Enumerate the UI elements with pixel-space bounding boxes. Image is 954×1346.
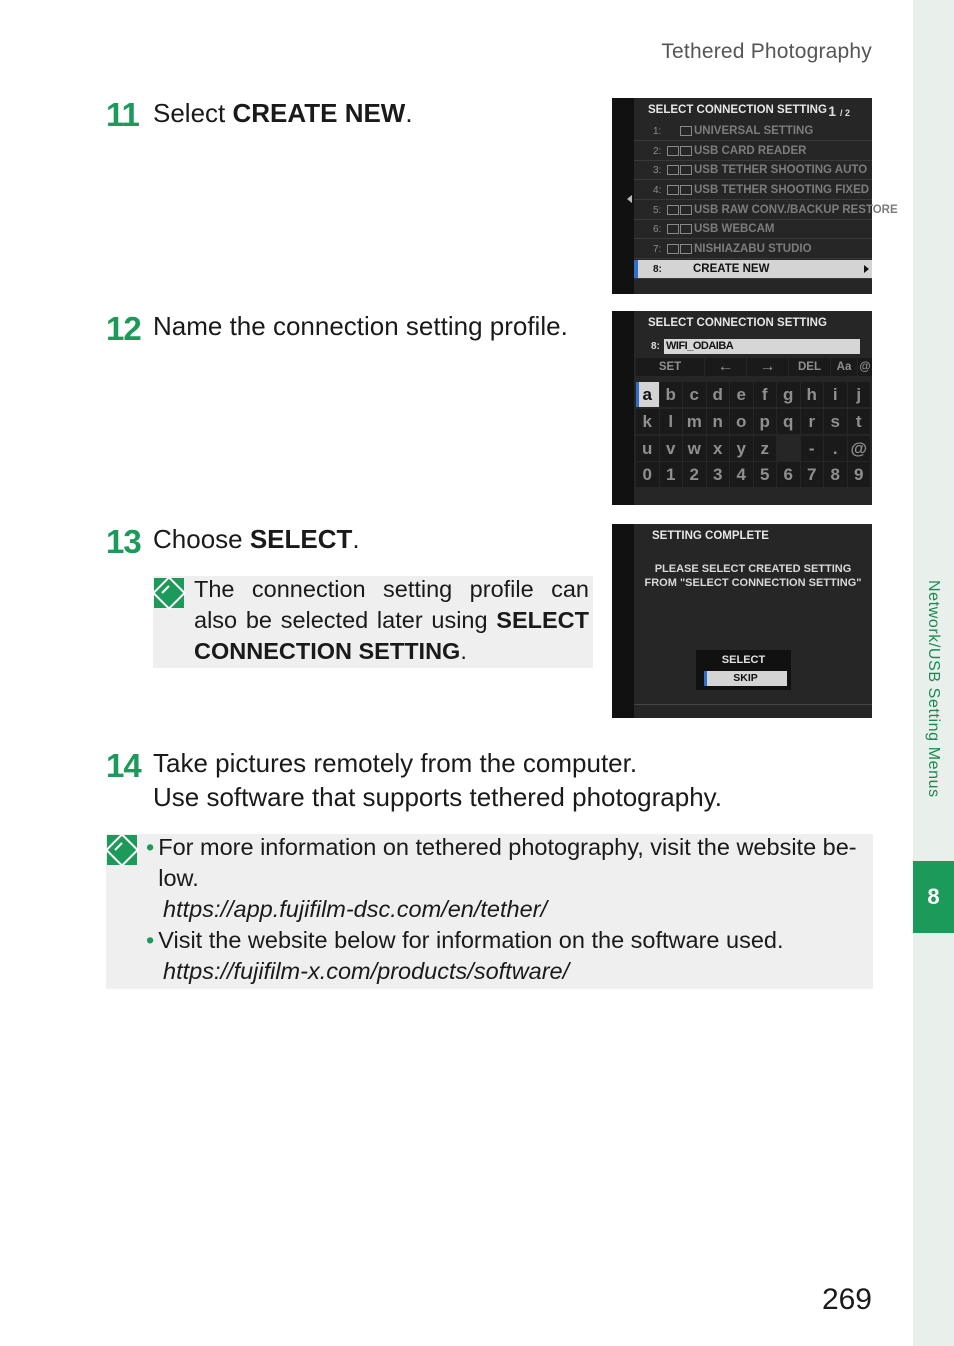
camera-screen-setting-complete bbox=[612, 524, 872, 718]
chapter-label: Network/USB Setting Menus bbox=[924, 580, 942, 798]
raw-icon bbox=[680, 205, 692, 215]
usb-icon bbox=[667, 146, 679, 156]
key-k[interactable]: k bbox=[636, 409, 659, 434]
key-5[interactable]: 5 bbox=[754, 462, 777, 487]
key-blank bbox=[777, 436, 800, 461]
webcam-icon bbox=[680, 224, 692, 234]
chapter-number-badge: 8 bbox=[913, 861, 954, 933]
info-text-2: Visit the website below for information on the software used. bbox=[158, 927, 784, 953]
camera-screen-name-profile bbox=[612, 311, 872, 505]
menu-item[interactable]: 7: NISHIAZABU STUDIO bbox=[634, 240, 872, 259]
step-11-number: 11 bbox=[106, 96, 139, 133]
key-b[interactable]: b bbox=[660, 382, 683, 407]
info-note bbox=[106, 834, 873, 989]
screen-left-strip bbox=[612, 524, 634, 718]
menu-item[interactable]: 2: USB CARD READER bbox=[634, 142, 872, 161]
key-i[interactable]: i bbox=[824, 382, 847, 407]
left-arrow-icon bbox=[627, 195, 632, 203]
key-hyphen[interactable]: - bbox=[801, 436, 824, 461]
key-z[interactable]: z bbox=[754, 436, 777, 461]
key-y[interactable]: y bbox=[730, 436, 753, 461]
skip-option[interactable]: SKIP bbox=[704, 671, 787, 686]
key-q[interactable]: q bbox=[777, 409, 800, 434]
chevron-right-icon bbox=[864, 265, 869, 273]
menu-item-create-new[interactable]: 8: CREATE NEW bbox=[634, 260, 872, 279]
keyboard-row-4 bbox=[636, 462, 870, 487]
key-g[interactable]: g bbox=[777, 382, 800, 407]
key-1[interactable]: 1 bbox=[660, 462, 683, 487]
key-8[interactable]: 8 bbox=[824, 462, 847, 487]
left-arrow-key[interactable]: ← bbox=[705, 358, 746, 376]
screen-divider bbox=[634, 704, 872, 705]
usb-icon bbox=[667, 224, 679, 234]
note-icon bbox=[106, 834, 138, 866]
key-2[interactable]: 2 bbox=[683, 462, 706, 487]
tether-icon bbox=[680, 185, 692, 195]
section-title: Tethered Photography bbox=[661, 40, 872, 63]
step-13-text: Choose SELECT. bbox=[153, 524, 360, 554]
key-at[interactable]: @ bbox=[848, 436, 871, 461]
tether-url-link[interactable]: https://app.fujifilm-dsc.com/en/tether/ bbox=[163, 896, 547, 922]
bullet: • bbox=[146, 834, 155, 860]
menu-item[interactable]: 3: USB TETHER SHOOTING AUTO bbox=[634, 161, 872, 180]
key-9[interactable]: 9 bbox=[848, 462, 871, 487]
key-r[interactable]: r bbox=[801, 409, 824, 434]
symbol-key[interactable]: @ bbox=[858, 358, 872, 376]
card-icon bbox=[680, 146, 692, 156]
key-e[interactable]: e bbox=[730, 382, 753, 407]
key-t[interactable]: t bbox=[848, 409, 871, 434]
key-6[interactable]: 6 bbox=[777, 462, 800, 487]
key-7[interactable]: 7 bbox=[801, 462, 824, 487]
connection-icon bbox=[680, 126, 692, 136]
screen-left-strip bbox=[612, 311, 634, 505]
usb-icon bbox=[667, 185, 679, 195]
key-j[interactable]: j bbox=[848, 382, 871, 407]
case-toggle-key[interactable]: Aa bbox=[831, 358, 857, 376]
step-14-number: 14 bbox=[106, 747, 141, 784]
tether-icon bbox=[680, 165, 692, 175]
wifi-icon bbox=[667, 244, 679, 254]
software-url-link[interactable]: https://fujifilm-x.com/products/software/ bbox=[163, 958, 570, 984]
step-14-text: Take pictures remotely from the computer. Use software that supports tethered photography. bbox=[153, 748, 722, 812]
keyboard-row-3 bbox=[636, 436, 870, 461]
step-13-number: 13 bbox=[106, 523, 141, 560]
step-11-text: Select CREATE NEW. bbox=[153, 98, 413, 128]
page-indicator: 1 / 2 bbox=[828, 103, 850, 119]
key-h[interactable]: h bbox=[801, 382, 824, 407]
step-13-note-text: The connection setting profile can also be selected later using SELECT CONNECTION SETTING. bbox=[194, 576, 589, 664]
menu-item[interactable]: 5: USB RAW CONV./BACKUP RESTORE bbox=[634, 201, 872, 220]
menu-item[interactable]: 4: USB TETHER SHOOTING FIXED bbox=[634, 181, 872, 200]
key-n[interactable]: n bbox=[707, 409, 730, 434]
key-3[interactable]: 3 bbox=[707, 462, 730, 487]
step-12-text: Name the connection setting profile. bbox=[153, 311, 568, 341]
key-x[interactable]: x bbox=[707, 436, 730, 461]
bullet: • bbox=[146, 927, 155, 953]
keyboard-row-1 bbox=[636, 382, 870, 407]
key-4[interactable]: 4 bbox=[730, 462, 753, 487]
option-box bbox=[696, 650, 791, 690]
page-number: 269 bbox=[821, 1283, 872, 1316]
key-s[interactable]: s bbox=[824, 409, 847, 434]
menu-item[interactable]: 1: UNIVERSAL SETTING bbox=[634, 122, 872, 141]
usb-icon bbox=[667, 165, 679, 175]
delete-key[interactable]: DEL bbox=[789, 358, 830, 376]
info-note-text bbox=[146, 832, 870, 987]
key-a[interactable]: a bbox=[636, 382, 659, 407]
key-w[interactable]: w bbox=[683, 436, 706, 461]
keyboard-controls bbox=[636, 358, 872, 376]
screen-title: SELECT CONNECTION SETTING bbox=[648, 317, 827, 329]
key-o[interactable]: o bbox=[730, 409, 753, 434]
key-l[interactable]: l bbox=[660, 409, 683, 434]
key-v[interactable]: v bbox=[660, 436, 683, 461]
keyboard-row-2 bbox=[636, 409, 870, 434]
completion-message: PLEASE SELECT CREATED SETTING FROM "SELECT CONNECTION SETTING" bbox=[644, 563, 862, 589]
right-arrow-key[interactable]: → bbox=[747, 358, 788, 376]
menu-item[interactable]: 6: USB WEBCAM bbox=[634, 220, 872, 239]
info-text-1: For more information on tethered photography, visit the website be-low. bbox=[158, 834, 857, 891]
select-option[interactable]: SELECT bbox=[721, 654, 766, 666]
tether-icon bbox=[680, 244, 692, 254]
key-0[interactable]: 0 bbox=[636, 462, 659, 487]
key-p[interactable]: p bbox=[754, 409, 777, 434]
screen-title: SETTING COMPLETE bbox=[652, 530, 769, 542]
key-d[interactable]: d bbox=[707, 382, 730, 407]
key-c[interactable]: c bbox=[683, 382, 706, 407]
profile-name-value: WIFI_ODAIBA bbox=[666, 340, 734, 352]
step-13-note bbox=[153, 576, 593, 668]
key-f[interactable]: f bbox=[754, 382, 777, 407]
key-period[interactable]: . bbox=[824, 436, 847, 461]
profile-index: 8: bbox=[651, 341, 660, 352]
key-m[interactable]: m bbox=[683, 409, 706, 434]
step-12-number: 12 bbox=[106, 310, 141, 347]
camera-screen-select-connection bbox=[612, 98, 898, 294]
usb-icon bbox=[667, 205, 679, 215]
set-key[interactable]: SET bbox=[636, 358, 704, 376]
note-icon bbox=[153, 577, 185, 609]
key-u[interactable]: u bbox=[636, 436, 659, 461]
screen-title: SELECT CONNECTION SETTING bbox=[648, 104, 827, 116]
